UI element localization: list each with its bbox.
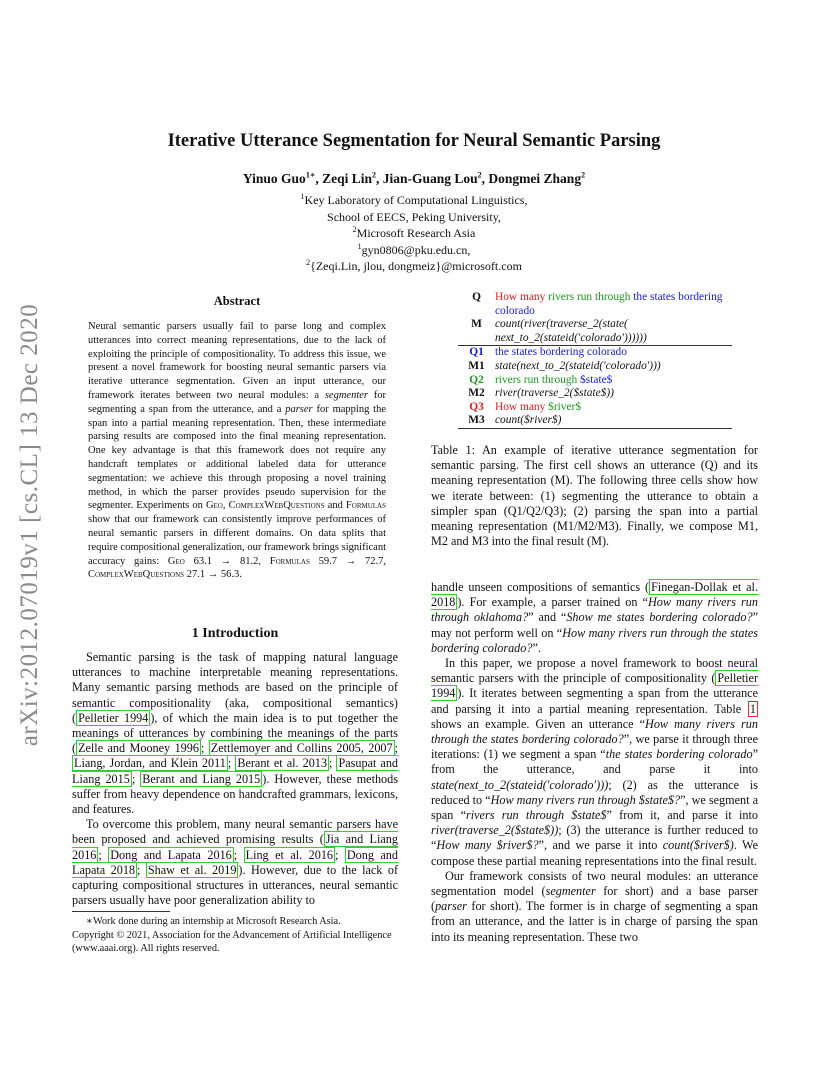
affiliation-mark: 1 — [357, 241, 362, 251]
abstract-heading: Abstract — [213, 294, 261, 308]
italic-text: state(next_to_2(stateid(′colorado′))) — [431, 777, 609, 792]
abstract-term: segmenter — [324, 389, 368, 401]
meaning-representation: river(traverse_2($state$)) — [495, 387, 614, 400]
body-text: ” may not perform well on “ — [431, 610, 758, 640]
abstract-text: and — [324, 500, 346, 512]
body-text: ; — [335, 847, 345, 862]
citation-link[interactable]: Jia and Liang 2016 — [72, 832, 398, 862]
example-table — [458, 291, 732, 429]
arxiv-id: arXiv:2012.07019v1 [cs.CL] 13 Dec 2020 — [16, 303, 43, 747]
utterance-span: How many — [495, 291, 549, 303]
author-name: Dongmei Zhang — [488, 171, 582, 186]
body-text: ). However, these methods suffer from heavy dependence on handcrafted grammars, lexicons, and features. — [72, 771, 398, 817]
row-label: M — [471, 318, 482, 331]
utterance-span: the states bordering colorado — [495, 291, 723, 317]
affiliation-text: {Zeqi.Lin, jlou, dongmeiz}@microsoft.com — [310, 259, 522, 273]
row-label: M1 — [468, 359, 485, 372]
citation-link[interactable]: Liang, Jordan, and Klein 2011 — [74, 756, 226, 771]
body-text: handle unseen compositions of semantics ( — [431, 580, 650, 594]
row-content — [495, 374, 732, 388]
abstract-text: 27.1 → 56.3. — [184, 569, 242, 581]
affiliation-line — [0, 225, 828, 242]
author-name: Zeqi Lin — [322, 171, 372, 186]
citation-link[interactable]: Berant and Liang 2015 — [142, 771, 261, 786]
citation-link[interactable]: Finegan-Dollak et al. 2018 — [431, 580, 758, 610]
abstract-text: for segmenting a span from the utterance, and a — [88, 389, 386, 415]
table-row — [458, 291, 732, 318]
body-text: ; (2) as the utterance is reduced to “ — [431, 777, 758, 807]
body-text: ; — [227, 756, 236, 771]
footnote-line: Copyright © 2021, Association for the Advancement of Artificial Intelligence (www.aaai.org). All rights reserved. — [72, 929, 392, 954]
body-text: ; (3) the utterance is further reduced to “ — [431, 823, 758, 853]
row-content — [495, 346, 732, 360]
body-text: ; — [137, 862, 146, 877]
italic-text: count($river$) — [662, 838, 734, 853]
body-text: In this paper, we propose a novel framework to boost neural semantic parsers with the principle of compositionality ( — [431, 656, 758, 686]
citation-link[interactable]: Pelletier 1994 — [431, 671, 758, 701]
row-content — [495, 414, 732, 428]
row-label: Q1 — [458, 346, 495, 360]
affiliation-text: gyn0806@pku.edu.cn, — [361, 242, 471, 257]
body-text: shows an example. Given an utterance “ — [431, 716, 646, 731]
table-row — [458, 346, 732, 360]
intro-right-column — [431, 580, 758, 945]
affiliation-text: School of EECS, Peking University, — [327, 209, 501, 224]
paragraph — [431, 656, 758, 869]
italic-text: Show me states bordering colorado? — [566, 610, 753, 625]
italic-text: river(traverse_2($state$)) — [431, 823, 559, 838]
paper-title: Iterative Utterance Segmentation for Neural Semantic Parsing — [167, 131, 661, 151]
abstract-text: for mapping the span into a partial meaning representation. Then, these intermediate parsing results are composed into the final meaning representation. One key advantage is that this framework does not require any handcraft templates or additional labeled data for utterance segmentation: we achieve this through proposing a novel training method, in which the parser provides pseudo supervision for the segmenter. Experiments on — [88, 403, 386, 512]
body-text: ”, we segment a span “ — [431, 792, 758, 823]
abstract-text: 59.7 → 72.7, — [309, 555, 387, 567]
table-row — [458, 387, 732, 401]
meaning-representation: state(next_to_2(stateid(′colorado′))) — [495, 359, 661, 372]
section-heading-introduction: 1 Introduction — [191, 626, 279, 641]
italic-text: How many rivers run through the states bordering colorado? — [431, 716, 758, 747]
affiliation-mark: 1 — [300, 192, 305, 201]
author-list: Yinuo Guo$^{1∗}$, Zeqi Lin$^2$, Jian-Guang Lou$^2$, Dongmei Zhang$^2$ — [242, 170, 586, 186]
row-label: Q — [472, 291, 481, 303]
table-ref-link[interactable]: 1 — [749, 701, 756, 716]
citation-link[interactable]: Dong and Lapata 2018 — [72, 847, 398, 877]
row-content — [495, 318, 732, 346]
utterance-span: rivers run through — [495, 373, 581, 386]
affiliation-mark: 2 — [352, 225, 357, 234]
row-label: Q3 — [469, 400, 484, 413]
table-row — [458, 374, 732, 388]
affiliation-line — [0, 258, 828, 275]
citation-link[interactable]: Zettlemoyer and Collins 2005, 2007 — [210, 741, 393, 756]
body-text: ; — [131, 771, 141, 786]
author-mark: 1∗ — [305, 170, 316, 180]
citation-link[interactable]: Shaw et al. 2019 — [147, 862, 237, 877]
row-label: M2 — [468, 387, 485, 400]
citation-link[interactable]: Ling et al. 2016 — [245, 847, 334, 862]
italic-text: How many rivers run through $state$? — [490, 792, 681, 807]
table-caption: Table 1: An example of iterative utterance segmentation for semantic parsing. The first cell shows an utterance (Q) and its meaning representation (M). The following three cells show how we iterate between: (1) segmenting the utterance to obtain a simpler span (Q1/Q2/Q3); (2) parsing the span into a partial meaning representation (M1/M2/M3). Finally, we compose M1, M2 and M3 into the final result (M). — [431, 443, 758, 549]
row-content — [495, 401, 732, 415]
table-row — [458, 360, 732, 374]
paragraph — [431, 869, 758, 945]
dataset-name: ComplexWebQuestions — [228, 500, 325, 512]
body-text: ; — [329, 756, 337, 771]
body-text: for short) and a base parser ( — [431, 884, 758, 914]
affiliation-line — [0, 209, 828, 226]
italic-text: rivers run through $state$ — [466, 808, 607, 823]
body-text: ” and “ — [528, 610, 567, 625]
body-text: ”, and we parse it into — [538, 838, 663, 853]
body-text: for short). The former is in charge of segmenting a span from an utterance, and the latter is in charge of parsing the span into its meaning representation. These two — [431, 899, 758, 944]
utterance-span: $state$ — [580, 373, 613, 386]
body-text: ” from it, and parse it into — [606, 808, 758, 823]
footnote — [72, 915, 398, 956]
row-label: M3 — [458, 414, 495, 428]
author-mark: 2 — [372, 170, 376, 180]
affiliation-line — [0, 242, 828, 259]
intro-left-column — [72, 650, 398, 908]
body-text: ; — [200, 741, 209, 756]
body-text: . We compose these partial meaning representations into the final result. — [431, 838, 758, 868]
citation-link[interactable]: Pelletier 1994 — [78, 710, 149, 725]
utterance-span: the states bordering colorado — [495, 346, 627, 359]
body-text: ; — [233, 847, 244, 862]
meaning-representation: count($river$) — [495, 414, 562, 427]
table-row — [458, 318, 732, 346]
utterance-span: How many — [495, 400, 549, 413]
affiliation-mark: 2 — [306, 258, 311, 267]
citation-link[interactable]: Berant et al. 2013 — [237, 756, 327, 771]
row-label: Q2 — [469, 373, 484, 386]
table-row — [458, 414, 732, 428]
utterance-span: $river$ — [548, 400, 582, 413]
row-content — [495, 387, 732, 401]
abstract-text: Neural semantic parsers usually fail to parse long and complex utterances into correct meaning representations, due to the lack of exploiting the principle of compositionality. To address this issue, we present a novel framework for boosting neural semantic parsers via iterative utterance segmentation. Given an input utterance, our framework iterates between two neural modules: a — [88, 321, 386, 401]
italic-text: the states bordering colorado — [605, 747, 753, 762]
body-text: ; — [98, 847, 109, 862]
utterance-span: rivers run through — [548, 291, 634, 303]
body-text: ; — [394, 741, 398, 756]
dataset-name: Formulas — [345, 500, 386, 512]
body-text: Semantic parsing is the task of mapping natural language utterances to machine interpretable meaning representations. Many semantic parsing methods are based on the principle of semantic compositionality (aka, compositional semantics) ( — [72, 650, 398, 725]
dataset-name: ComplexWebQuestions — [88, 569, 185, 581]
author-mark: 2 — [477, 170, 482, 180]
italic-text: parser — [435, 899, 467, 914]
affiliation-text: Microsoft Research Asia — [356, 226, 476, 240]
meaning-representation: count(river(traverse_2(state( next_to_2(stateid(′colorado′)))))) — [495, 318, 647, 344]
footnote-rule — [72, 911, 170, 912]
footnote-line: ∗Work done during an internship at Microsoft Research Asia. — [86, 916, 341, 927]
body-text: ). However, due to the lack of capturing compositional structures in utterances, neural semantic parsers usually have poor generalization ability to — [72, 862, 399, 908]
body-text: Our framework consists of two neural modules: an utterance segmentation model ( — [431, 868, 758, 899]
abstract-text: 63.1 → 81.2, — [184, 555, 270, 567]
citation-link[interactable]: Zelle and Mooney 1996 — [78, 741, 199, 756]
body-text: ), of which the main idea is to put together the meanings of utterances by combining the meanings of the parts ( — [72, 710, 399, 756]
abstract-term: parser — [285, 403, 313, 415]
abstract-body — [88, 320, 386, 582]
body-text: ”. — [532, 640, 541, 655]
italic-text: How many rivers run through oklahoma? — [431, 595, 758, 625]
author-name: Jian-Guang Lou — [382, 171, 478, 186]
affiliation-text: Key Laboratory of Computational Linguistics, — [304, 193, 528, 207]
body-text: ). It iterates between segmenting a span from the utterance and parsing it into a partial meaning representation. Table — [431, 686, 758, 716]
paragraph — [431, 580, 758, 656]
arxiv-sidebar — [10, 290, 50, 760]
body-text: To overcome this problem, many neural semantic parsers have been proposed and achieved promising results ( — [72, 817, 398, 847]
citation-link[interactable]: Dong and Lapata 2016 — [110, 847, 232, 862]
paragraph — [72, 650, 398, 817]
italic-text: segmenter — [545, 884, 596, 899]
affiliation-line — [0, 192, 828, 209]
body-text: ”, we parse it through three iterations: (1) we segment a span “ — [431, 732, 758, 762]
affiliations — [0, 192, 828, 275]
dataset-name: Geo — [167, 555, 185, 567]
author-name: Yinuo Guo — [242, 171, 306, 186]
abstract-text: show that our framework can consistently improve performances of neural semantic parsers in different domains. On data splits that require compositional generalization, our framework brings significant accuracy gains: — [88, 514, 386, 567]
italic-text: How many $river$? — [436, 838, 539, 853]
paragraph — [72, 817, 398, 908]
row-content — [495, 291, 732, 318]
body-text: ). For example, a parser trained on “ — [457, 595, 648, 610]
author-mark: 2 — [581, 170, 586, 180]
italic-text: How many rivers run through the states bordering colorado? — [431, 625, 758, 655]
table-row — [458, 401, 732, 415]
dataset-name: Formulas — [269, 555, 310, 567]
body-text: ” from the utterance, and parse it into — [431, 747, 758, 777]
dataset-name: Geo — [205, 500, 223, 512]
row-content — [495, 360, 732, 374]
citation-link[interactable]: Pasupat and Liang 2015 — [72, 756, 399, 786]
abstract-text: , — [222, 500, 229, 512]
